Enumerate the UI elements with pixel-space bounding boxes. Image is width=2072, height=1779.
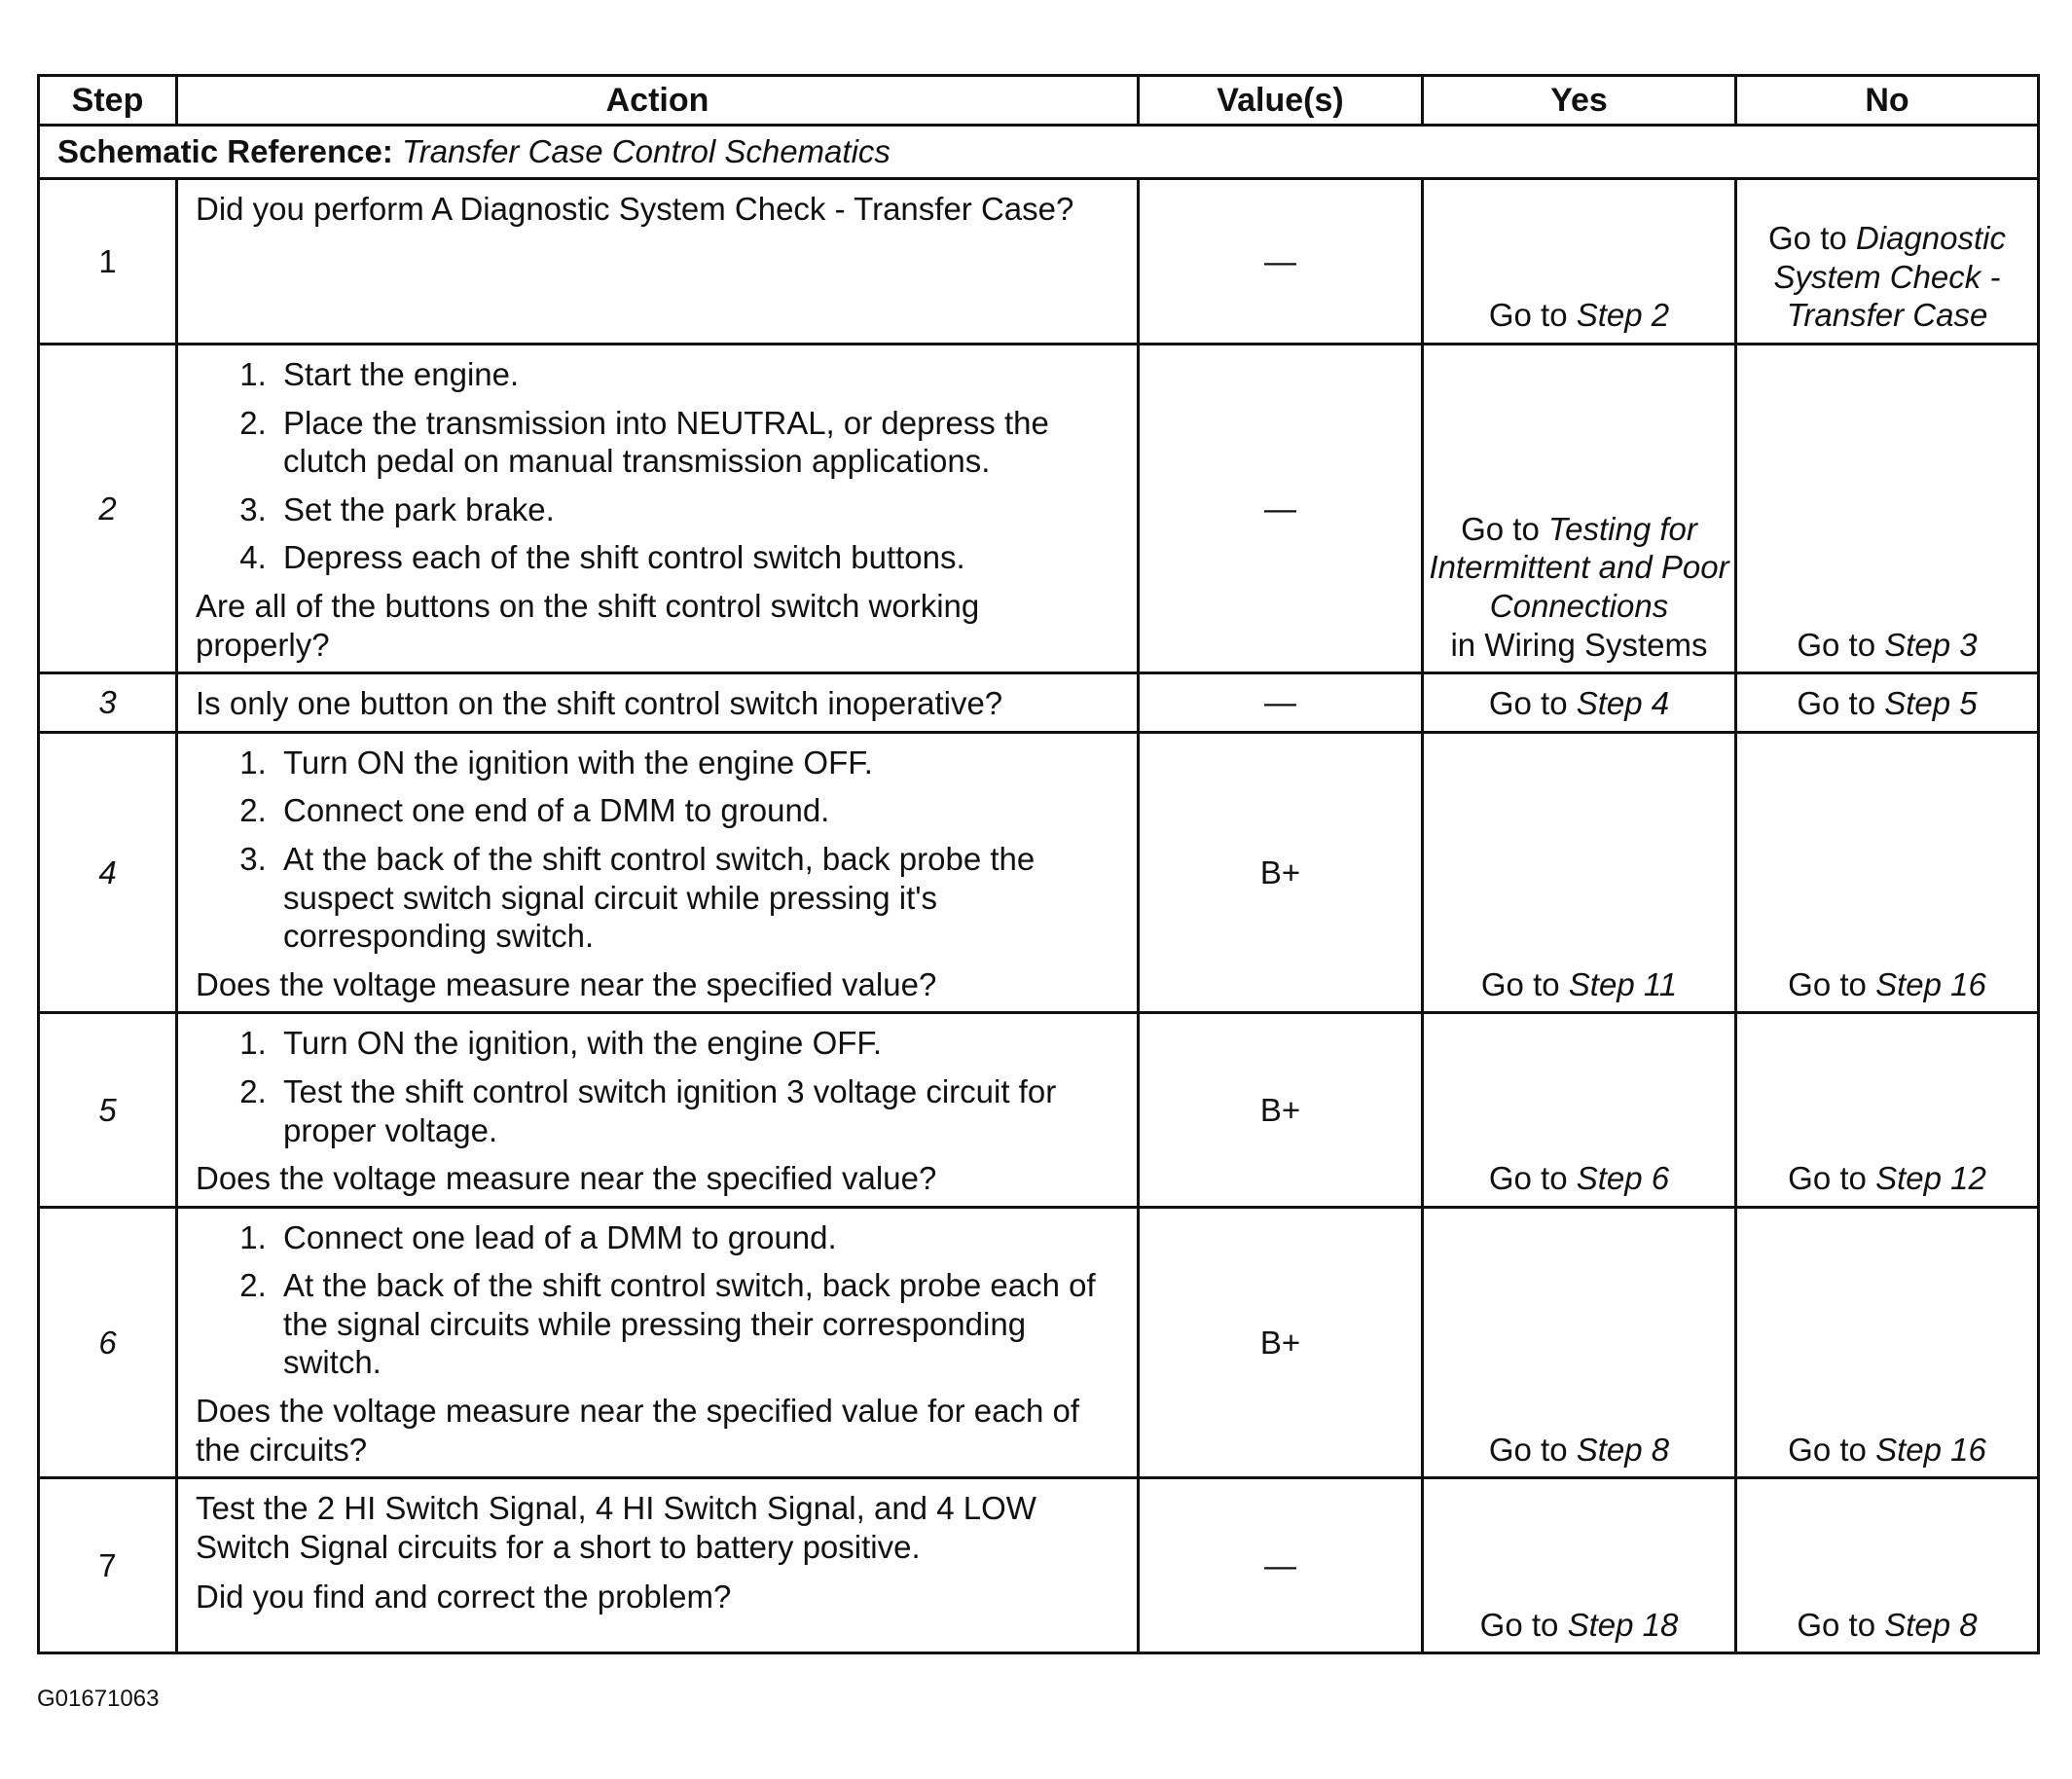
yes-target-link[interactable]: Step 18 — [1567, 1606, 1679, 1643]
action-step: 2. Test the shift control switch ignition 3 voltage circuit for proper voltage. — [275, 1072, 1121, 1149]
figure-id: G01671063 — [37, 1686, 160, 1712]
action-step: 1. Connect one lead of a DMM to ground. — [275, 1218, 1121, 1257]
no-cell[interactable] — [1736, 179, 2039, 345]
yes-cell[interactable] — [1423, 1478, 1736, 1653]
step-number: 5 — [39, 1013, 177, 1207]
table-row — [39, 1207, 2039, 1478]
no-cell[interactable] — [1736, 673, 2039, 733]
yes-cell[interactable] — [1423, 345, 1736, 673]
table-row — [39, 345, 2039, 673]
yes-target-link[interactable]: Testing for Intermittent and Poor Connections — [1429, 510, 1729, 624]
no-target-link[interactable]: Step 3 — [1884, 626, 1978, 663]
action-cell — [177, 1013, 1139, 1207]
table-row — [39, 1478, 2039, 1653]
value-cell: — — [1139, 345, 1423, 673]
value-cell: B+ — [1139, 732, 1423, 1013]
action-steps-list — [196, 1218, 1121, 1382]
no-prefix: Go to — [1797, 626, 1885, 663]
value-cell: — — [1139, 179, 1423, 345]
action-step: 1. Turn ON the ignition, with the engine OFF. — [275, 1024, 1121, 1063]
yes-cell[interactable] — [1423, 179, 1736, 345]
yes-target-link[interactable]: Step 6 — [1576, 1160, 1670, 1197]
yes-cell[interactable] — [1423, 1013, 1736, 1207]
schematic-reference-link[interactable]: Transfer Case Control Schematics — [402, 133, 891, 170]
no-prefix: Go to — [1797, 685, 1885, 722]
action-step: 2. Place the transmission into NEUTRAL, or depress the clutch pedal on manual transmission applications. — [275, 404, 1121, 481]
no-prefix: Go to — [1788, 965, 1876, 1002]
action-step: 4. Depress each of the shift control switch buttons. — [275, 538, 1121, 577]
header-values: Value(s) — [1139, 76, 1423, 126]
step-number: 1 — [39, 179, 177, 345]
no-target-link[interactable]: Step 12 — [1875, 1160, 1986, 1197]
header-yes: Yes — [1423, 76, 1736, 126]
no-prefix: Go to — [1788, 1160, 1876, 1197]
header-no: No — [1736, 76, 2039, 126]
header-row — [39, 76, 2039, 126]
action-step: 2. Connect one end of a DMM to ground. — [275, 791, 1121, 830]
table-row — [39, 1013, 2039, 1207]
no-prefix: Go to — [1788, 1431, 1876, 1468]
yes-target-link[interactable]: Step 2 — [1576, 297, 1670, 334]
header-step: Step — [39, 76, 177, 126]
schematic-reference-label: Schematic Reference: — [57, 133, 393, 170]
action-question: Does the voltage measure near the specified value? — [196, 1160, 937, 1197]
action-text: Test the 2 HI Switch Signal, 4 HI Switch Signal, and 4 LOW Switch Signal circuits for a short to battery positive. — [196, 1490, 1036, 1565]
step-number: 4 — [39, 732, 177, 1013]
yes-target-link[interactable]: Step 8 — [1576, 1431, 1670, 1468]
yes-prefix: Go to — [1479, 1606, 1568, 1643]
value-cell: B+ — [1139, 1013, 1423, 1207]
value-cell: — — [1139, 673, 1423, 733]
yes-cell[interactable] — [1423, 732, 1736, 1013]
yes-suffix: in Wiring Systems — [1450, 626, 1708, 663]
action-cell — [177, 179, 1139, 345]
yes-target-link[interactable]: Step 11 — [1568, 965, 1678, 1002]
yes-prefix: Go to — [1488, 1431, 1577, 1468]
action-cell — [177, 1207, 1139, 1478]
yes-prefix: Go to — [1461, 510, 1548, 547]
yes-prefix: Go to — [1488, 685, 1577, 722]
no-cell[interactable] — [1736, 1013, 2039, 1207]
step-number: 3 — [39, 673, 177, 733]
step-number: 7 — [39, 1478, 177, 1653]
action-cell — [177, 732, 1139, 1013]
no-prefix: Go to — [1797, 1606, 1885, 1643]
no-target-link[interactable]: Step 8 — [1884, 1606, 1978, 1643]
action-cell — [177, 673, 1139, 733]
no-cell[interactable] — [1736, 1478, 2039, 1653]
step-number: 2 — [39, 345, 177, 673]
step-number: 6 — [39, 1207, 177, 1478]
schematic-reference-row — [39, 126, 2039, 179]
yes-prefix: Go to — [1488, 297, 1577, 334]
action-question: Did you perform A Diagnostic System Check - Transfer Case? — [196, 191, 1074, 227]
value-cell: — — [1139, 1478, 1423, 1653]
no-target-link[interactable]: Diagnostic System Check - Transfer Case — [1773, 220, 2006, 334]
diagnostic-table — [37, 74, 2040, 1654]
action-steps-list — [196, 1024, 1121, 1149]
action-question: Are all of the buttons on the shift control switch working properly? — [196, 587, 980, 663]
action-step: 1. Turn ON the ignition with the engine OFF. — [275, 744, 1121, 782]
action-step: 3. At the back of the shift control switch, back probe the suspect switch signal circuit while pressing it's corresponding switch. — [275, 840, 1121, 956]
yes-cell[interactable] — [1423, 1207, 1736, 1478]
action-question: Does the voltage measure near the specified value? — [196, 965, 937, 1002]
table-row — [39, 673, 2039, 733]
header-action: Action — [177, 76, 1139, 126]
yes-prefix: Go to — [1488, 1160, 1577, 1197]
table-row — [39, 732, 2039, 1013]
action-question: Did you find and correct the problem? — [196, 1579, 732, 1616]
no-target-link[interactable]: Step 16 — [1875, 1431, 1986, 1468]
no-target-link[interactable]: Step 16 — [1875, 965, 1986, 1002]
yes-target-link[interactable]: Step 4 — [1576, 685, 1670, 722]
no-cell[interactable] — [1736, 345, 2039, 673]
yes-cell[interactable] — [1423, 673, 1736, 733]
no-target-link[interactable]: Step 5 — [1884, 685, 1978, 722]
no-cell[interactable] — [1736, 732, 2039, 1013]
no-cell[interactable] — [1736, 1207, 2039, 1478]
action-cell — [177, 1478, 1139, 1653]
action-question: Is only one button on the shift control switch inoperative? — [196, 685, 1003, 722]
action-question: Does the voltage measure near the specified value for each of the circuits? — [196, 1393, 1080, 1468]
yes-prefix: Go to — [1480, 965, 1569, 1002]
action-cell — [177, 345, 1139, 673]
action-step: 2. At the back of the shift control switch, back probe each of the signal circuits while pressing their corresponding switch. — [275, 1266, 1121, 1382]
action-steps-list — [196, 355, 1121, 577]
action-step: 3. Set the park brake. — [275, 490, 1121, 529]
action-steps-list — [196, 744, 1121, 956]
table-row — [39, 179, 2039, 345]
action-step: 1. Start the engine. — [275, 355, 1121, 394]
value-cell: B+ — [1139, 1207, 1423, 1478]
no-prefix: Go to — [1768, 220, 1856, 257]
schematic-reference — [39, 126, 2039, 179]
